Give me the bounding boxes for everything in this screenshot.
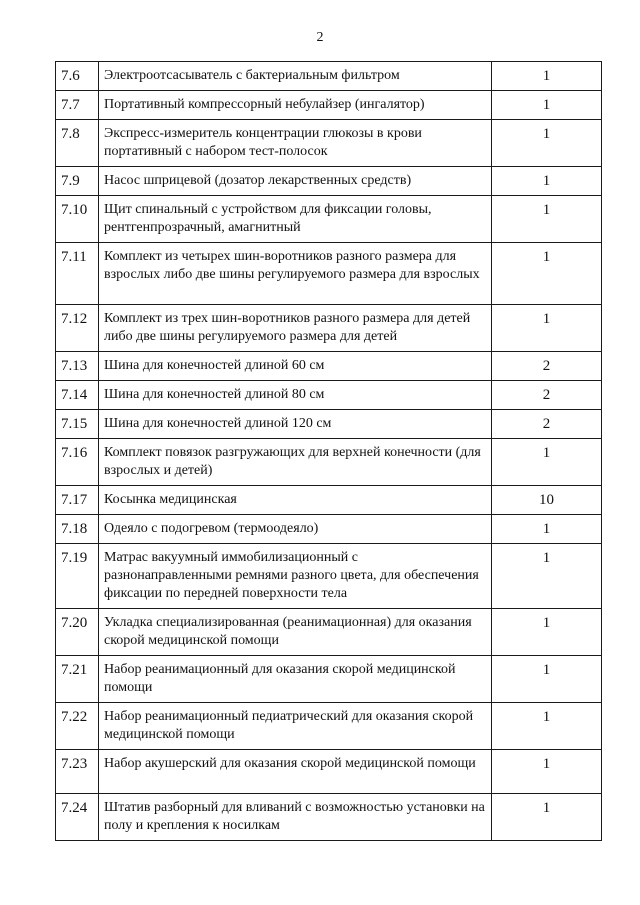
item-number-cell: 7.22 — [56, 703, 99, 750]
item-number-cell: 7.10 — [56, 196, 99, 243]
item-number-cell: 7.11 — [56, 243, 99, 305]
table-row — [56, 609, 602, 656]
table-row — [56, 91, 602, 120]
item-quantity-cell: 1 — [492, 243, 602, 305]
item-name-cell: Матрас вакуумный иммобилизационный с разнонаправленными ремнями разного цвета, для обеспечения фиксации по передней поверхности тела — [99, 544, 492, 609]
item-number-cell: 7.16 — [56, 439, 99, 486]
item-quantity-cell: 2 — [492, 352, 602, 381]
table-row — [56, 703, 602, 750]
page-number: 2 — [316, 30, 324, 45]
item-name-cell: Набор акушерский для оказания скорой медицинской помощи — [99, 750, 492, 794]
item-quantity-cell: 1 — [492, 750, 602, 794]
item-number-cell: 7.8 — [56, 120, 99, 167]
item-number-cell: 7.23 — [56, 750, 99, 794]
item-name-cell: Комплект повязок разгружающих для верхней конечности (для взрослых и детей) — [99, 439, 492, 486]
item-number-cell: 7.21 — [56, 656, 99, 703]
item-quantity-cell: 1 — [492, 120, 602, 167]
item-quantity-cell: 2 — [492, 410, 602, 439]
table-row — [56, 515, 602, 544]
item-quantity-cell: 1 — [492, 91, 602, 120]
item-number-cell: 7.17 — [56, 486, 99, 515]
item-quantity-cell: 2 — [492, 381, 602, 410]
item-quantity-cell: 10 — [492, 486, 602, 515]
table-row — [56, 439, 602, 486]
item-quantity-cell: 1 — [492, 515, 602, 544]
table-row — [56, 381, 602, 410]
item-name-cell: Укладка специализированная (реанимационная) для оказания скорой медицинской помощи — [99, 609, 492, 656]
table-row — [56, 243, 602, 305]
item-quantity-cell: 1 — [492, 167, 602, 196]
item-number-cell: 7.12 — [56, 305, 99, 352]
item-quantity-cell: 1 — [492, 439, 602, 486]
item-quantity-cell: 1 — [492, 703, 602, 750]
item-quantity-cell: 1 — [492, 62, 602, 91]
item-name-cell: Насос шприцевой (дозатор лекарственных средств) — [99, 167, 492, 196]
table-row — [56, 352, 602, 381]
table-row — [56, 120, 602, 167]
table-row — [56, 794, 602, 841]
item-number-cell: 7.9 — [56, 167, 99, 196]
item-name-cell: Комплект из четырех шин-воротников разного размера для взрослых либо две шины регулируемого размера для взрослых — [99, 243, 492, 305]
table-row — [56, 544, 602, 609]
table-row — [56, 62, 602, 91]
equipment-table-body — [56, 62, 602, 841]
table-row — [56, 305, 602, 352]
item-quantity-cell: 1 — [492, 305, 602, 352]
item-name-cell: Шина для конечностей длиной 60 см — [99, 352, 492, 381]
item-quantity-cell: 1 — [492, 544, 602, 609]
item-number-cell: 7.14 — [56, 381, 99, 410]
item-name-cell: Экспресс-измеритель концентрации глюкозы в крови портативный с набором тест-полосок — [99, 120, 492, 167]
item-name-cell: Портативный компрессорный небулайзер (ингалятор) — [99, 91, 492, 120]
table-row — [56, 656, 602, 703]
item-name-cell: Одеяло с подогревом (термоодеяло) — [99, 515, 492, 544]
table-row — [56, 196, 602, 243]
item-name-cell: Шина для конечностей длиной 80 см — [99, 381, 492, 410]
item-number-cell: 7.20 — [56, 609, 99, 656]
item-quantity-cell: 1 — [492, 656, 602, 703]
item-name-cell: Комплект из трех шин-воротников разного размера для детей либо две шины регулируемого размера для детей — [99, 305, 492, 352]
item-number-cell: 7.24 — [56, 794, 99, 841]
item-number-cell: 7.15 — [56, 410, 99, 439]
item-name-cell: Набор реанимационный педиатрический для оказания скорой медицинской помощи — [99, 703, 492, 750]
table-row — [56, 167, 602, 196]
item-name-cell: Электроотсасыватель с бактериальным фильтром — [99, 62, 492, 91]
item-quantity-cell: 1 — [492, 609, 602, 656]
table-row — [56, 410, 602, 439]
item-name-cell: Щит спинальный с устройством для фиксации головы, рентгенпрозрачный, амагнитный — [99, 196, 492, 243]
item-quantity-cell: 1 — [492, 794, 602, 841]
table-row — [56, 486, 602, 515]
item-quantity-cell: 1 — [492, 196, 602, 243]
item-number-cell: 7.7 — [56, 91, 99, 120]
item-number-cell: 7.6 — [56, 62, 99, 91]
item-name-cell: Косынка медицинская — [99, 486, 492, 515]
item-name-cell: Набор реанимационный для оказания скорой медицинской помощи — [99, 656, 492, 703]
item-name-cell: Шина для конечностей длиной 120 см — [99, 410, 492, 439]
item-number-cell: 7.13 — [56, 352, 99, 381]
item-number-cell: 7.18 — [56, 515, 99, 544]
equipment-table — [55, 61, 602, 841]
item-number-cell: 7.19 — [56, 544, 99, 609]
item-name-cell: Штатив разборный для вливаний с возможностью установки на полу и крепления к носилкам — [99, 794, 492, 841]
table-row — [56, 750, 602, 794]
